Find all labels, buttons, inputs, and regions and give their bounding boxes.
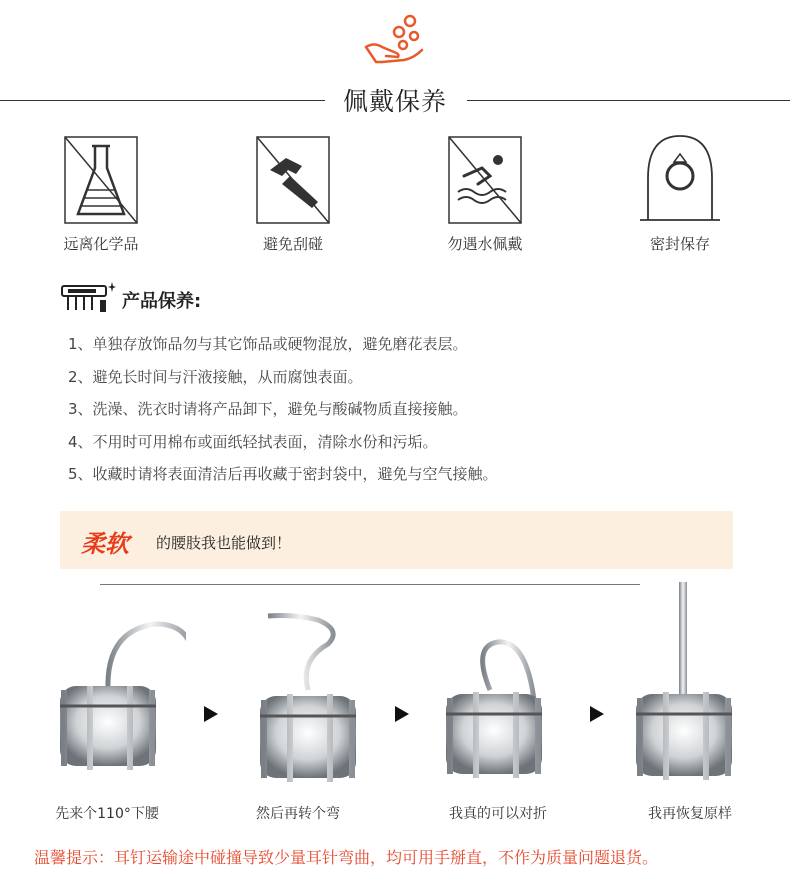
product-care-title: 产品保养: [122,291,202,312]
care-tip: 1、单独存放饰品勿与其它饰品或硬物混放，避免磨花表层。 [68,335,468,353]
header-divider-right [467,100,790,101]
shipping-notice: 温馨提示：耳钉运输途中碰撞导致少量耳针弯曲，均可用手掰直，不作为质量问题退货。 [34,848,659,867]
no-swimming-icon [448,136,522,224]
care-tip: 2、避免长时间与汗液接触，从而腐蚀表面。 [68,367,363,386]
banner-text: 的腰肢我也能做到！ [156,534,292,552]
care-tip: 3、洗澡、洗衣时请将产品卸下，避免与酸碱物质直接接触。 [68,400,468,418]
care-label-chemical: 远离化学品 [63,235,139,253]
step-arrow-1 [204,706,218,722]
earring-photo-bent-110 [46,590,186,790]
care-label-scratch: 避免刮碰 [262,235,323,253]
no-hammer-icon [256,136,330,224]
step-label-4: 我再恢复原样 [648,806,732,822]
step-arrow-3 [590,706,604,722]
care-tip: 4、不用时可用棉布或面纸轻拭表面，清除水份和污垢。 [68,432,438,451]
photo-divider [100,584,640,585]
shelf-sparkle-icon [60,280,116,314]
step-label-2: 然后再转个弯 [256,806,340,822]
sealed-ring-icon [640,132,720,224]
care-tips-list [68,332,498,495]
earring-photo-restored [614,578,754,790]
step-label-3: 我真的可以对折 [449,806,547,822]
no-chemical-icon [64,136,138,224]
care-tip: 5、收藏时请将表面清洁后再收藏于密封袋中，避免与空气接触。 [68,465,498,483]
care-label-water: 勿遇水佩戴 [447,235,523,253]
section-title: 佩戴保养 [342,87,447,116]
banner-highlight: 柔软 [81,529,129,558]
flexibility-banner [60,511,733,569]
hand-care-logo-icon [362,14,428,66]
care-label-sealed: 密封保存 [649,235,710,253]
step-label-1: 先来个110°下腰 [55,806,159,822]
earring-photo-folded [432,590,572,790]
step-arrow-2 [395,706,409,722]
earring-photo-turn [238,590,378,790]
